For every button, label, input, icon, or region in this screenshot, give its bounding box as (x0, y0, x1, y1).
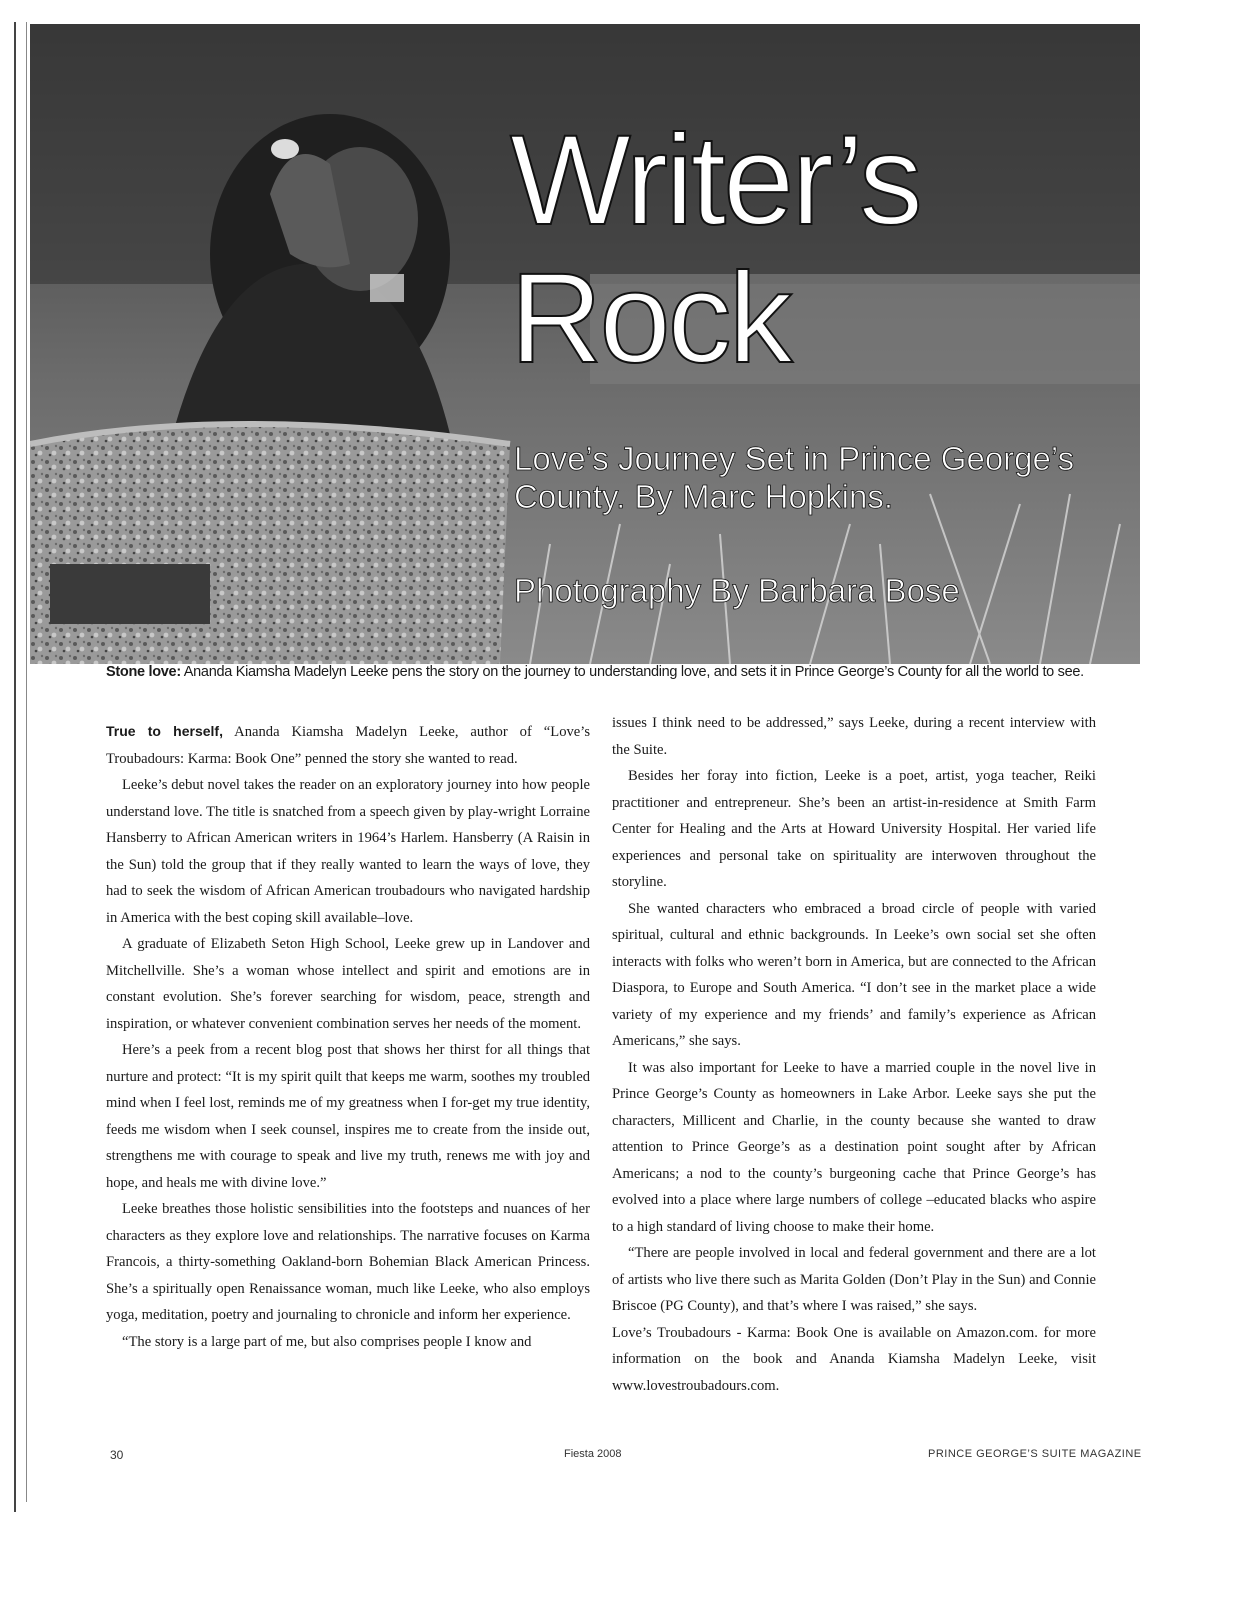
headline-line-2: Rock (510, 247, 790, 390)
lead-in: True to herself, (106, 723, 223, 739)
caption-lead: Stone love: (106, 664, 181, 680)
magazine-name: PRINCE GEORGE’S SUITE MAGAZINE (928, 1448, 1142, 1460)
paragraph: Besides her foray into fiction, Leeke is a poet, artist, yoga teacher, Reiki practitioner and entrepreneur. She’s been an artist-in-residence at Smith Farm Center for Healing and the Arts at Howard University Hospital. Her varied life experiences and personal take on spirituality are interwoven throughout the storyline. (612, 768, 1096, 890)
paragraph: She wanted characters who embraced a broad circle of people with varied spiritual, cultural and ethnic backgrounds. In Leeke’s own social set she often interacts with folks who weren’t born in America, but are connected to the African Diaspora, to Europe and South America. “I don’t see in the market place a wide variety of my experience and my friends’ and family’s experience as African Americans,” she says. (612, 900, 1096, 1049)
paragraph (106, 718, 590, 772)
paragraph: Here’s a peek from a recent blog post that shows her thirst for all things that nurture and protect: “It is my spirit quilt that keeps me warm, soothes my troubled mind when I feel lost, reminds me of my greatness when I for-get my true identity, feeds me wisdom when I seek counsel, inspires me to create from the inside out, strengthens me with courage to speak and live my truth, renews me with joy and hope, and heals me with divine love.” (106, 1042, 590, 1191)
subhead-line-1: Love’s Journey Set in Prince George’s (514, 440, 1075, 477)
caption-text: Ananda Kiamsha Madelyn Leeke pens the story on the journey to understanding love, and sets it in Prince George’s County for all the world to see. (180, 664, 1084, 680)
headline (510, 109, 920, 390)
paragraph: A graduate of Elizabeth Seton High School, Leeke grew up in Landover and Mitchellville. She’s a woman whose intellect and spirit and emotions are in constant evolution. She’s forever searching for wisdom, peace, strength and inspiration, or whatever convenient combination serves her needs of the moment. (106, 936, 590, 1032)
scan-edge (14, 22, 16, 1512)
subhead (514, 440, 1074, 516)
photo-caption (106, 664, 1146, 680)
paragraph: Leeke’s debut novel takes the reader on an exploratory journey into how people understand love. The title is snatched from a speech given by play-wright Lorraine Hansberry to African American writers in 1964’s Harlem. Hansberry (A Raisin in the Sun) told the group that if they really wanted to learn the ways of love, they had to seek the wisdom of African American troubadours who navigated hardship in America with the best coping skill available–love. (106, 777, 590, 926)
paragraph: issues I think need to be addressed,” says Leeke, during a recent interview with the Suite. (612, 715, 1096, 758)
page-number: 30 (110, 1448, 124, 1462)
paragraph: “The story is a large part of me, but also comprises people I know and (122, 1333, 532, 1350)
subhead-line-2: County. By Marc Hopkins. (514, 478, 894, 515)
paragraph: Leeke breathes those holistic sensibilities into the footsteps and nuances of her characters as they explore love and relationships. The narrative focuses on Karma Francois, a thirty-something Oakland-born Bohemian Black American Princess. She’s a spiritually open Renaissance woman, much like Leeke, who also employs yoga, meditation, poetry and journaling to chronicle and inform her experience. (106, 1201, 590, 1323)
photo-credit: Photography By Barbara Bose (514, 572, 960, 609)
article-column-left (106, 718, 590, 1355)
issue-label: Fiesta 2008 (564, 1448, 622, 1460)
hero-photo (30, 24, 1140, 664)
article-column-right (612, 710, 1096, 1399)
paragraph: Love’s Troubadours - Karma: Book One is available on Amazon.com. for more information on the book and Ananda Kiamsha Madelyn Leeke, visit www.lovestroubadours.com. (612, 1324, 1096, 1394)
paragraph: “There are people involved in local and federal government and there are a lot of artists who live there such as Marita Golden (Don’t Play in the Sun) and Connie Briscoe (PG County), and that’s where I was raised,” she says. (612, 1245, 1096, 1314)
scan-edge (26, 22, 27, 1502)
headline-line-1: Writer’s (510, 109, 920, 252)
paragraph-text: Ananda Kiamsha Madelyn Leeke, author of “Love’s Troubadours: Karma: Book One” penned the story she wanted to read. (106, 724, 590, 767)
paragraph: It was also important for Leeke to have a married couple in the novel live in Prince George’s County as homeowners in Lake Arbor. Leeke says she put the characters, Millicent and Charlie, in the county because she wanted to draw attention to Prince George’s as a destination point sought after by African Americans; a nod to the county’s burgeoning cache that Prince George’s has evolved into a place where large numbers of college –educated blacks who aspire to a high standard of living choose to make their home. (612, 1059, 1096, 1235)
